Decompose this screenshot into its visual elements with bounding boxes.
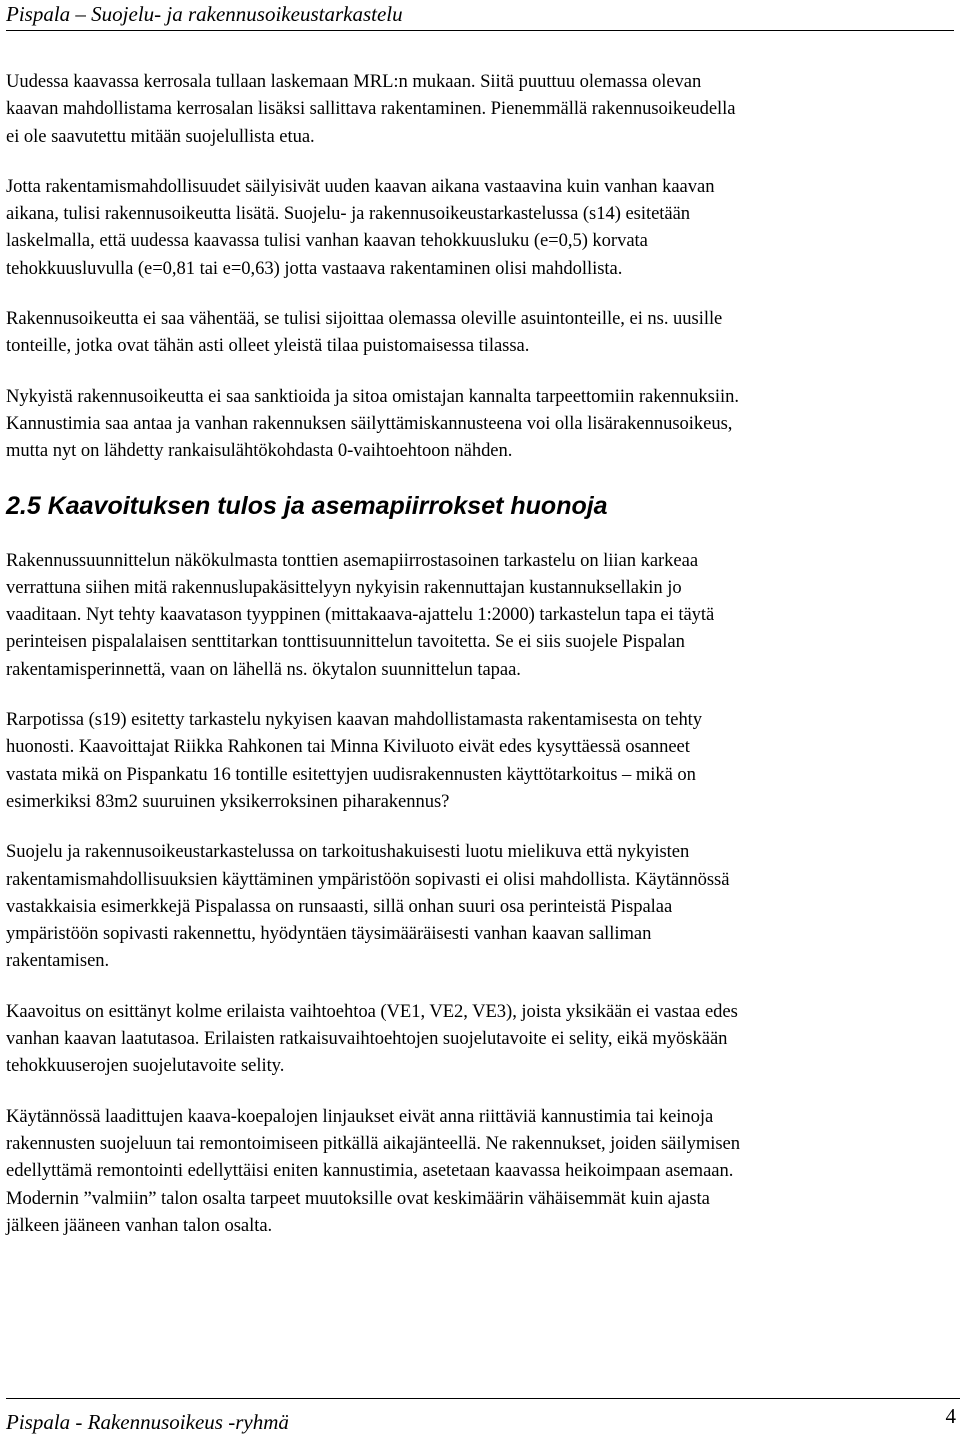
text-line: rakentamisperinnettä, vaan on lähellä ns. ökytalon suunnittelun tapaa. (6, 658, 521, 680)
text-line: Rarpotissa (s19) esitetty tarkastelu nykyisen kaavan mahdollistamasta rakentamisesta on tehty (6, 709, 703, 731)
text-line: kaavan mahdollistama kerrosalan lisäksi sallittava rakentaminen. Pienemmällä rakennusoikeudella (6, 98, 736, 120)
text-line: Kaavoitus on esittänyt kolme erilaista vaihtoehtoa (VE1, VE2, VE3), joista yksikään ei vastaa edes (6, 1000, 738, 1022)
text-line: aikana, tulisi rakennusoikeutta lisätä. Suojelu- ja rakennusoikeustarkastelussa (s14) esitetään (6, 203, 691, 225)
paragraph-3 (6, 305, 956, 360)
text-line: rakentamisen. (6, 950, 110, 972)
page-number: 4 (945, 1404, 956, 1428)
text-line: Jotta rakentamismahdollisuudet säilyisivät uuden kaavan aikana vastaavina kuin vanhan kaavan (6, 175, 715, 197)
text-line: jälkeen jääneen vanhan talon osalta. (6, 1214, 273, 1236)
text-line: Nykyistä rakennusoikeutta ei saa sanktioida ja sitoa omistajan kannalta tarpeettomiin rakennuksiin. (6, 385, 739, 407)
text-line: rakentamismahdollisuuksien käyttäminen ympäristöön sopivasti ei olisi mahdollista. Käytännössä (6, 868, 730, 890)
paragraph-8 (6, 998, 956, 1080)
text-line: vanhan kaavan laatutasoa. Erilaisten ratkaisuvaihtoehtojen suojelutavoite ei selity, eikä myöskään (6, 1028, 728, 1050)
text-line: edellyttämä remontointi edellyttäisi eniten kannustimia, asetetaan kaavassa heikoimpaan asemaan. (6, 1160, 734, 1182)
text-line: ympäristöön sopivasti rakennettu, hyödyntäen täysimääräisesti vanhan kaavan salliman (6, 923, 652, 945)
footer-text: Pispala - Rakennusoikeus -ryhmä (6, 1410, 289, 1434)
page-header (6, 0, 954, 31)
text-line: laskelmalla, että uudessa kaavassa tulisi vanhan kaavan tehokkuusluku (e=0,5) korvata (6, 230, 648, 252)
text-line: huonosti. Kaavoittajat Riikka Rahkonen tai Minna Kiviluoto eivät edes kysyttäessä osanneet (6, 736, 690, 758)
text-line: tonteille, jotka ovat tähän asti olleet yleistä tilaa puistomaisessa tilassa. (6, 335, 530, 357)
text-line: vastakkaisia esimerkkejä Pispalassa on runsaasti, sillä onhan suuri osa perinteistä Pispalaa (6, 895, 673, 917)
text-line: Suojelu ja rakennusoikeustarkastelussa on tarkoitushakuisesti luotu mielikuva että nykyisten (6, 841, 690, 863)
paragraph-4 (6, 383, 956, 465)
text-line: ei ole saavutettu mitään suojelullista etua. (6, 125, 315, 147)
text-line: tehokkuuserojen suojelutavoite selity. (6, 1055, 285, 1077)
text-line: esimerkiksi 83m2 suuruinen yksikerroksinen piharakennus? (6, 790, 450, 812)
text-line: rakennusten suojeluun tai remontoimiseen pitkällä aikajänteellä. Ne rakennukset, joiden säilymisen (6, 1132, 740, 1154)
paragraph-5 (6, 547, 956, 683)
text-line: perinteisen pispalalaisen senttitarkan tonttisuunnittelun tavoitetta. Se ei siis suojele Pispalan (6, 631, 685, 653)
text-line: Rakennusoikeutta ei saa vähentää, se tulisi sijoittaa olemassa oleville asuintonteille, ei ns. uusille (6, 308, 723, 330)
paragraph-2 (6, 173, 956, 282)
paragraph-9 (6, 1103, 956, 1239)
document-body (6, 68, 956, 1262)
paragraph-1 (6, 68, 956, 150)
header-title: Pispala – Suojelu- ja rakennusoikeustarkastelu (6, 2, 403, 26)
text-line: Modernin ”valmiin” talon osalta tarpeet muutoksille ovat keskimäärin vähäisemmät kuin ajasta (6, 1187, 710, 1209)
text-line: vaaditaan. Nyt tehty kaavatason tyyppinen (mittakaava-ajattelu 1:2000) tarkastelun tapa ei täytä (6, 604, 715, 626)
text-line: mutta nyt on lähdetty rankaisulähtökohdasta 0-vaihtoehtoon nähden. (6, 440, 513, 462)
page-footer (6, 1398, 960, 1435)
section-heading: 2.5 Kaavoituksen tulos ja asemapiirrokset huonoja (6, 491, 608, 520)
text-line: Kannustimia saa antaa ja vanhan rakennuksen säilyttämiskannusteena voi olla lisärakennusoikeus, (6, 412, 733, 434)
text-line: vastata mikä on Pispankatu 16 tontille esitettyjen uudisrakennusten käyttötarkoitus – mikä on (6, 763, 696, 785)
text-line: Rakennussuunnittelun näkökulmasta tonttien asemapiirrostasoinen tarkastelu on liian karkeaa (6, 549, 699, 571)
text-line: Käytännössä laadittujen kaava-koepalojen linjaukset eivät anna riittäviä kannustimia tai keinoja (6, 1105, 714, 1127)
text-line: verrattuna siihen mitä rakennuslupakäsittelyyn nykyisin rakennuttajan kustannuksellakin jo (6, 576, 682, 598)
paragraph-7 (6, 838, 956, 974)
text-line: Uudessa kaavassa kerrosala tullaan laskemaan MRL:n mukaan. Siitä puuttuu olemassa olevan (6, 71, 702, 92)
text-line: tehokkuusluvulla (e=0,81 tai e=0,63) jotta vastaava rakentaminen olisi mahdollista. (6, 257, 623, 279)
paragraph-6 (6, 706, 956, 815)
